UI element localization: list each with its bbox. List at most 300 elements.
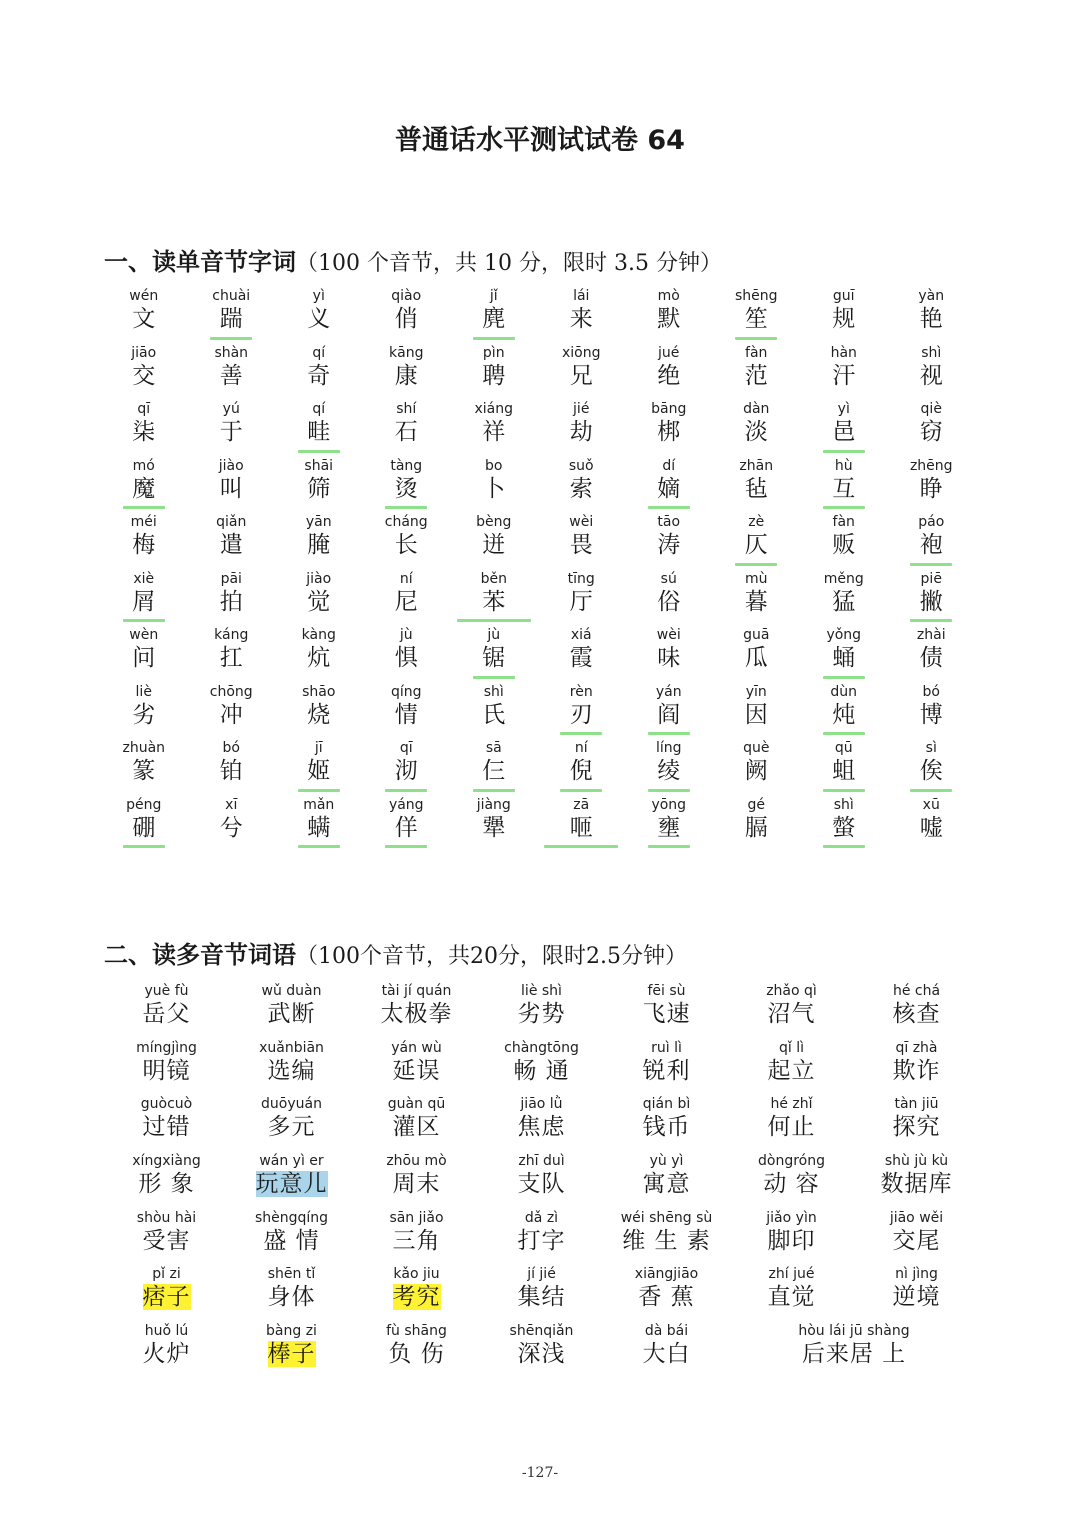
hanzi: 祥 — [482, 419, 506, 445]
hanzi: 蛹 — [832, 645, 856, 671]
hanzi: 迸 — [482, 532, 506, 558]
word-item — [854, 1152, 979, 1209]
char-item — [625, 683, 713, 740]
hanzi: 索 — [569, 475, 593, 502]
hanzi: 锯 — [482, 645, 506, 671]
hanzi: 窃 — [919, 419, 943, 445]
word-item — [604, 982, 729, 1039]
word-item — [479, 1095, 604, 1152]
word-hanzi-line — [229, 1283, 354, 1311]
pinyin: xiáng — [474, 401, 513, 417]
pinyin: jiāo wěi — [889, 1209, 944, 1226]
word: 后来居 上 — [801, 1341, 907, 1368]
pinyin: sì — [925, 740, 937, 756]
hanzi: 冲 — [219, 701, 243, 728]
pinyin: mó — [132, 457, 155, 474]
char-item — [188, 513, 276, 570]
green-underline — [648, 789, 690, 792]
char-item — [625, 796, 713, 853]
hanzi: 涛 — [657, 532, 681, 558]
hanzi: 俟 — [919, 758, 943, 784]
pinyin: dàn — [743, 401, 770, 417]
pinyin: méi — [130, 514, 157, 530]
hanzi: 佯 — [394, 814, 418, 841]
word: 畅 通 — [513, 1057, 570, 1084]
hanzi: 卜 — [482, 475, 506, 502]
green-underline — [210, 337, 252, 340]
word-item — [479, 1152, 604, 1209]
section-2-title: 二、读多音节词语 — [104, 941, 296, 969]
word: 焦虑 — [517, 1114, 566, 1141]
char-item — [538, 513, 626, 570]
hanzi: 睁 — [919, 475, 943, 502]
char-item — [538, 287, 626, 344]
char-item — [888, 683, 976, 740]
char-item — [625, 457, 713, 514]
green-underline — [648, 506, 690, 509]
char-item — [100, 683, 188, 740]
char-item — [800, 400, 888, 457]
green-underline — [823, 506, 865, 509]
char-item — [713, 513, 801, 570]
pinyin: zā — [573, 796, 590, 813]
word-item — [229, 1152, 354, 1209]
char-item — [275, 739, 363, 796]
char-item — [100, 570, 188, 627]
pinyin: guā — [743, 627, 770, 643]
page-number: -127- — [521, 1465, 559, 1481]
word-item — [479, 1039, 604, 1096]
pinyin: hòu lái jū shàng — [798, 1323, 910, 1340]
char-item — [888, 796, 976, 853]
pinyin: zhuàn — [122, 740, 166, 756]
hanzi: 俏 — [394, 306, 418, 332]
word-item — [604, 1039, 729, 1096]
word-item — [229, 1265, 354, 1322]
hanzi: 氏 — [482, 701, 506, 728]
word-hanzi-line — [229, 1057, 354, 1085]
char-item — [275, 570, 363, 627]
char-item — [363, 626, 451, 683]
hanzi: 炖 — [832, 701, 856, 728]
word: 起立 — [767, 1057, 816, 1084]
char-item — [363, 739, 451, 796]
word-hanzi-line — [229, 1170, 354, 1198]
pinyin: piē — [920, 570, 942, 587]
pinyin: yuè fù — [144, 983, 189, 999]
char-item — [100, 796, 188, 853]
char-item — [100, 457, 188, 514]
pinyin: fàn — [832, 514, 855, 530]
pinyin: jiào — [218, 457, 244, 474]
word: 钱币 — [642, 1114, 691, 1141]
char-item — [538, 739, 626, 796]
pinyin: yān — [305, 514, 332, 530]
hanzi: 沏 — [394, 758, 418, 784]
word: 大白 — [642, 1341, 691, 1368]
word-hanzi-line — [229, 1113, 354, 1141]
hanzi: 艳 — [919, 306, 943, 332]
char-item — [100, 626, 188, 683]
hanzi: 筛 — [307, 475, 331, 502]
word: 周末 — [392, 1171, 441, 1198]
hanzi: 倪 — [569, 758, 593, 784]
hanzi: 袍 — [919, 532, 943, 558]
pinyin: míngjìng — [136, 1039, 197, 1056]
word-item — [354, 1039, 479, 1096]
hanzi: 阙 — [744, 758, 768, 784]
hanzi: 烧 — [307, 701, 331, 728]
char-item — [450, 683, 538, 740]
word: 交尾 — [892, 1227, 941, 1254]
pinyin: qǐ lì — [778, 1039, 804, 1056]
green-underline — [123, 619, 165, 622]
pinyin: měng — [823, 570, 864, 587]
green-underline — [735, 563, 777, 566]
char-item — [800, 287, 888, 344]
hanzi: 于 — [219, 419, 243, 445]
word-hanzi-line — [354, 1283, 479, 1311]
pinyin: sā — [485, 740, 502, 756]
pinyin: dí — [662, 457, 676, 474]
pinyin: chuài — [212, 288, 251, 304]
highlighted-word: 玩意儿 — [255, 1171, 328, 1198]
word-hanzi-line — [729, 1283, 854, 1311]
hanzi: 仄 — [744, 532, 768, 558]
hanzi: 膈 — [744, 814, 768, 841]
hanzi: 笙 — [744, 306, 768, 332]
green-underline — [473, 337, 515, 340]
word-item — [354, 982, 479, 1039]
word-item — [104, 1152, 229, 1209]
green-underline — [648, 732, 690, 735]
word: 飞速 — [642, 1001, 691, 1027]
hanzi: 淡 — [744, 419, 768, 445]
hanzi: 麂 — [482, 306, 506, 332]
pinyin: shèngqíng — [254, 1209, 329, 1226]
word-item — [729, 982, 854, 1039]
word-item — [104, 1095, 229, 1152]
hanzi: 拍 — [219, 588, 243, 615]
word-hanzi-line — [854, 1227, 979, 1255]
char-item — [538, 400, 626, 457]
word-hanzi-line — [729, 1227, 854, 1255]
pinyin: qū — [834, 740, 853, 756]
char-item — [625, 626, 713, 683]
word: 核查 — [892, 1001, 941, 1027]
pinyin: hé chá — [892, 983, 941, 999]
pinyin: yàn — [918, 288, 945, 304]
hanzi: 石 — [394, 419, 418, 445]
hanzi: 撇 — [919, 588, 943, 615]
pinyin: xī — [225, 796, 238, 813]
word-hanzi-line — [229, 1340, 354, 1368]
hanzi: 柒 — [132, 419, 156, 445]
word-item — [729, 1322, 979, 1379]
pinyin: duōyuán — [261, 1096, 322, 1113]
pinyin: sú — [660, 570, 677, 587]
word: 灌区 — [392, 1114, 441, 1141]
word: 沼气 — [767, 1001, 816, 1027]
word-item — [479, 982, 604, 1039]
char-item — [713, 457, 801, 514]
word-hanzi-line — [354, 1057, 479, 1085]
char-item — [625, 513, 713, 570]
word-hanzi-line — [354, 1113, 479, 1141]
green-underline — [385, 789, 427, 792]
char-item — [450, 457, 538, 514]
word: 火炉 — [142, 1341, 191, 1368]
pinyin: xiè — [133, 570, 155, 587]
pinyin: guàn qū — [387, 1096, 446, 1113]
word-hanzi-line — [104, 1170, 229, 1198]
green-underline — [648, 845, 690, 848]
word-hanzi-line — [729, 1000, 854, 1028]
char-item — [538, 626, 626, 683]
word-item — [354, 1209, 479, 1266]
word-hanzi-line — [104, 1283, 229, 1311]
pinyin: jiāo — [131, 344, 157, 361]
word: 形 象 — [138, 1171, 195, 1198]
pinyin: bo — [485, 457, 503, 474]
pinyin: xū — [922, 796, 940, 813]
pinyin: qī — [137, 401, 151, 417]
hanzi: 情 — [394, 701, 418, 728]
word: 寓意 — [642, 1171, 691, 1198]
word-hanzi-line — [604, 1340, 729, 1368]
char-item — [100, 513, 188, 570]
word: 探究 — [892, 1114, 941, 1141]
char-item — [800, 457, 888, 514]
char-item — [888, 344, 976, 401]
char-item — [538, 344, 626, 401]
char-item — [538, 796, 626, 853]
green-underline — [298, 450, 340, 453]
hanzi: 蛆 — [832, 758, 856, 784]
hanzi: 屑 — [132, 588, 156, 615]
word-item — [729, 1209, 854, 1266]
char-item — [713, 626, 801, 683]
pinyin: jù — [399, 627, 413, 643]
pinyin: què — [743, 740, 770, 756]
green-underline — [457, 619, 531, 622]
word: 岳父 — [142, 1001, 191, 1027]
word: 多元 — [267, 1114, 316, 1141]
char-item — [800, 739, 888, 796]
pinyin: zhí jué — [768, 1266, 815, 1283]
pinyin: qíng — [390, 683, 422, 700]
char-item — [188, 287, 276, 344]
hanzi: 劫 — [569, 419, 593, 445]
char-item — [188, 739, 276, 796]
char-item — [450, 739, 538, 796]
green-underline — [385, 506, 427, 509]
hanzi: 畏 — [569, 532, 593, 558]
word-item — [854, 1095, 979, 1152]
pinyin: dǎ zì — [524, 1209, 559, 1226]
char-item — [713, 400, 801, 457]
word: 盛 情 — [263, 1227, 320, 1254]
pinyin: běn — [480, 570, 507, 587]
char-item — [888, 513, 976, 570]
char-item — [800, 513, 888, 570]
hanzi: 猛 — [832, 588, 856, 615]
char-item — [275, 457, 363, 514]
hanzi: 铂 — [219, 758, 243, 784]
word-hanzi-line — [729, 1340, 979, 1368]
pinyin: dòngróng — [758, 1153, 825, 1170]
pinyin: páo — [918, 514, 945, 530]
pinyin: yán — [655, 683, 682, 700]
word-item — [354, 1095, 479, 1152]
pinyin: liè shì — [521, 983, 562, 999]
pinyin: shàn — [214, 344, 249, 361]
hanzi: 味 — [657, 645, 681, 671]
pinyin: jí jié — [527, 1266, 556, 1283]
word-hanzi-line — [104, 1113, 229, 1141]
pinyin: tàn jiū — [894, 1096, 939, 1113]
char-item — [100, 287, 188, 344]
green-underline — [823, 676, 865, 679]
pinyin: tài jí quán — [381, 983, 452, 999]
pinyin: wǔ duàn — [261, 983, 322, 999]
pinyin: líng — [655, 740, 682, 756]
word-hanzi-line — [604, 1170, 729, 1198]
pinyin: hé zhǐ — [770, 1096, 813, 1113]
word-hanzi-line — [104, 1227, 229, 1255]
hanzi: 踹 — [219, 306, 243, 332]
pinyin: ní — [399, 570, 413, 587]
word: 选编 — [267, 1057, 316, 1084]
hanzi: 绝 — [657, 362, 681, 389]
char-item — [800, 626, 888, 683]
pinyin: huǒ lú — [144, 1323, 189, 1340]
pinyin: fēi sù — [647, 983, 686, 999]
word-item — [104, 1322, 229, 1379]
hanzi: 康 — [394, 362, 418, 389]
pinyin: yáng — [388, 796, 424, 813]
word-item — [604, 1095, 729, 1152]
word-hanzi-line — [229, 1000, 354, 1028]
pinyin: sān jiǎo — [389, 1209, 444, 1226]
green-underline — [910, 789, 952, 792]
word-hanzi-line — [604, 1113, 729, 1141]
hanzi: 劣 — [132, 701, 156, 728]
word-hanzi-line — [854, 1283, 979, 1311]
char-item — [625, 739, 713, 796]
word-hanzi-line — [604, 1227, 729, 1255]
word: 数据库 — [880, 1171, 953, 1198]
word-item — [604, 1209, 729, 1266]
hanzi: 长 — [394, 532, 418, 558]
word-item — [729, 1152, 854, 1209]
word-hanzi-line — [479, 1227, 604, 1255]
pinyin: wén — [129, 288, 159, 304]
char-item — [450, 570, 538, 627]
hanzi: 厅 — [569, 588, 593, 615]
pinyin: yán wù — [391, 1039, 442, 1056]
hanzi: 螨 — [307, 814, 331, 841]
word-item — [729, 1265, 854, 1322]
pinyin: ní — [574, 740, 588, 756]
word: 香 蕉 — [638, 1284, 695, 1311]
char-item — [713, 739, 801, 796]
green-underline — [560, 732, 602, 735]
char-item — [800, 683, 888, 740]
pinyin: jī — [314, 740, 323, 756]
word: 深浅 — [517, 1341, 566, 1368]
word-hanzi-line — [604, 1000, 729, 1028]
char-item — [275, 400, 363, 457]
char-item — [888, 287, 976, 344]
pinyin: lái — [573, 288, 590, 304]
char-item — [713, 344, 801, 401]
pinyin: zhōu mò — [386, 1153, 447, 1170]
green-underline — [544, 845, 618, 848]
hanzi: 因 — [744, 701, 768, 728]
char-item — [888, 570, 976, 627]
word: 动 容 — [763, 1171, 820, 1198]
word: 欺诈 — [892, 1057, 941, 1084]
word-hanzi-line — [479, 1283, 604, 1311]
char-item — [100, 344, 188, 401]
hanzi: 善 — [219, 362, 243, 389]
word-item — [104, 1039, 229, 1096]
word: 逆境 — [892, 1284, 941, 1311]
pinyin: fù shāng — [386, 1323, 447, 1340]
char-item — [888, 400, 976, 457]
word-hanzi-line — [604, 1283, 729, 1311]
word: 三角 — [392, 1227, 441, 1254]
char-item — [450, 626, 538, 683]
pinyin: yú — [222, 401, 240, 417]
char-item — [100, 400, 188, 457]
word-hanzi-line — [354, 1170, 479, 1198]
hanzi: 问 — [132, 645, 156, 671]
hanzi: 交 — [132, 362, 156, 389]
pinyin: wèn — [129, 627, 159, 643]
green-underline — [823, 732, 865, 735]
char-item — [188, 683, 276, 740]
word-item — [854, 1209, 979, 1266]
hanzi: 互 — [832, 475, 856, 502]
hanzi: 文 — [132, 306, 156, 332]
pinyin: wán yì er — [259, 1153, 324, 1170]
char-item — [363, 796, 451, 853]
hanzi: 兮 — [219, 814, 243, 841]
char-item — [450, 344, 538, 401]
hanzi: 默 — [657, 306, 681, 332]
char-item — [538, 457, 626, 514]
pinyin: jǐ — [489, 288, 498, 304]
pinyin: kǎo jiu — [393, 1266, 440, 1283]
word-item — [229, 1322, 354, 1379]
pinyin: qī zhà — [895, 1039, 938, 1056]
pinyin: shù jù kù — [884, 1153, 949, 1170]
word-item — [854, 1039, 979, 1096]
hanzi: 觉 — [307, 588, 331, 615]
char-item — [188, 344, 276, 401]
hanzi: 贩 — [832, 532, 856, 558]
char-item — [538, 683, 626, 740]
hanzi: 刃 — [569, 701, 593, 728]
pinyin: pìn — [482, 344, 505, 361]
hanzi: 腌 — [307, 532, 331, 558]
char-item — [450, 400, 538, 457]
char-item — [888, 457, 976, 514]
pinyin: tāo — [657, 514, 681, 530]
section-2-heading — [104, 935, 687, 970]
